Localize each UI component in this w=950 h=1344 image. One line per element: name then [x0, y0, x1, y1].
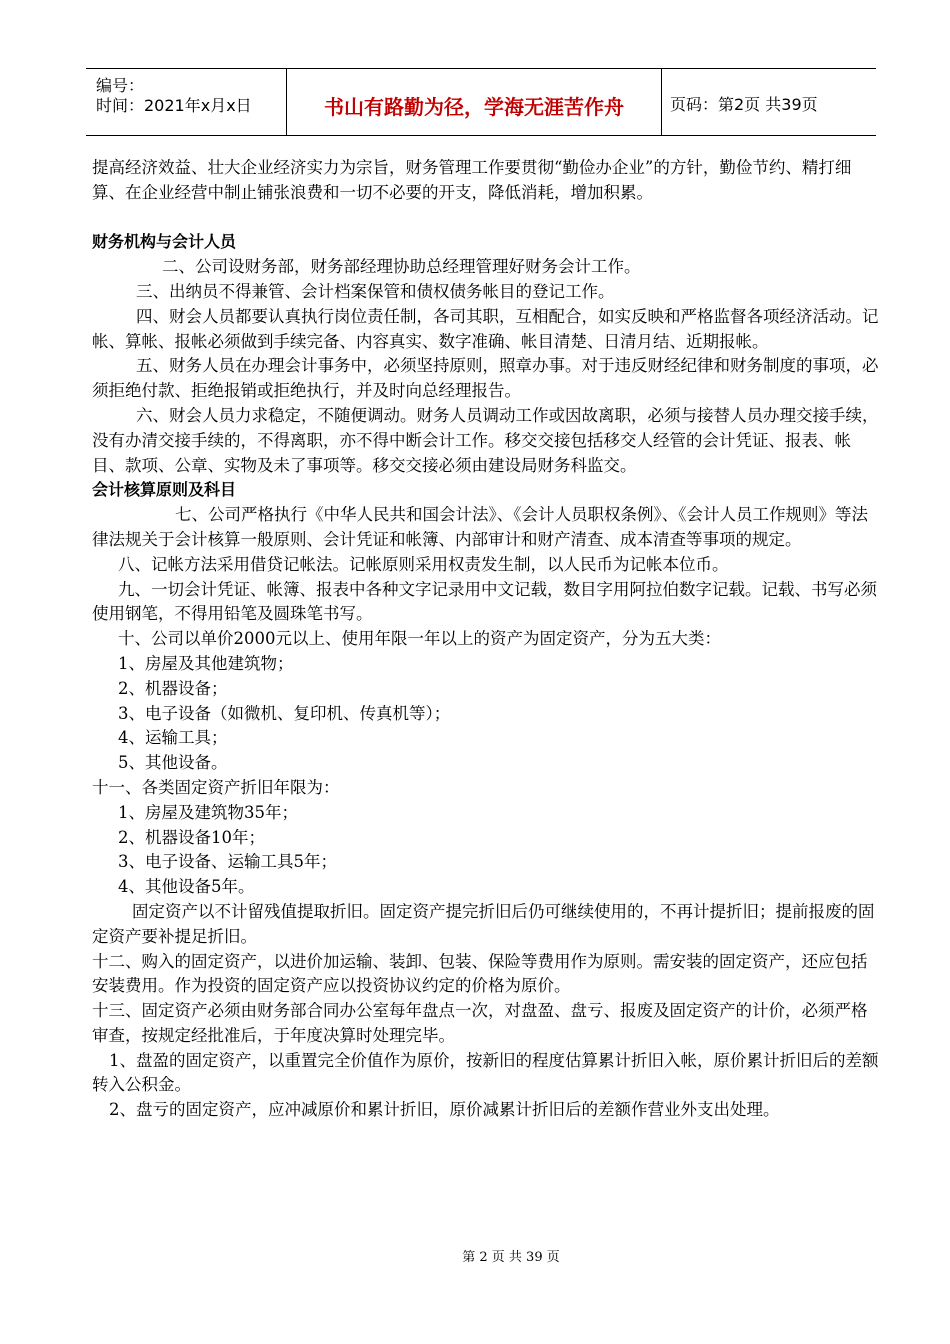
body-paragraph: 2、盘亏的固定资产，应冲减原价和累计折旧，原价减累计折旧后的差额作营业外支出处理。: [109, 1100, 780, 1120]
header-page-number: 页码：第2页 共39页: [670, 95, 818, 114]
body-paragraph: 七、公司严格执行《中华人民共和国会计法》、《会计人员职权条例》、《会计人员工作规则》等法律法规关于会计核算一般原则、会计凭证和帐簿、内部审计和财产清查、成本清查等事项的规定。: [92, 505, 868, 549]
body-paragraph: 十二、购入的固定资产，以进价加运输、装卸、包装、保险等费用作为原则。需安装的固定资产，还应包括安装费用。作为投资的固定资产应以投资协议约定的价格为原价。: [92, 951, 868, 996]
footer-page-number: 第 2 页 共 39 页: [462, 1250, 560, 1265]
header-motto: 书山有路勤为径，学海无涯苦作舟: [324, 95, 624, 119]
body-paragraph: 2、机器设备；: [118, 678, 228, 698]
body-paragraph: 1、房屋及其他建筑物；: [118, 653, 294, 673]
body-paragraph: 十一、各类固定资产折旧年限为：: [92, 777, 340, 797]
body-paragraph: 5、其他设备。: [118, 753, 228, 773]
body-paragraph: 二、公司设财务部，财务部经理协助总经理管理好财务会计工作。: [162, 257, 641, 277]
section-heading: 会计核算原则及科目: [92, 480, 237, 500]
body-paragraph: 十、公司以单价2000元以上、使用年限一年以上的资产为固定资产，分为五大类：: [118, 629, 721, 649]
body-paragraph: 2、机器设备10年；: [118, 827, 265, 847]
header-motto-cell: [286, 69, 662, 135]
body-paragraph: 4、运输工具；: [118, 728, 228, 748]
page-header: [86, 68, 876, 136]
body-paragraph: 三、出纳员不得兼管、会计档案保管和债权债务帐目的登记工作。: [136, 281, 615, 301]
body-paragraph: 八、记帐方法采用借贷记帐法。记帐原则采用权责发生制，以人民币为记帐本位币。: [118, 554, 729, 574]
body-paragraph: 4、其他设备5年。: [118, 877, 255, 897]
body-paragraph: 提高经济效益、壮大企业经济实力为宗旨，财务管理工作要贯彻“勤俭办企业”的方针，勤俭节约、精打细算、在企业经营中制止铺张浪费和一切不必要的开支，降低消耗，增加积累。: [92, 158, 852, 202]
header-info-cell: [86, 69, 286, 135]
page-footer: [0, 1246, 950, 1265]
body-paragraph: 1、盘盈的固定资产，以重置完全价值作为原价，按新旧的程度估算累计折旧入帐，原价累计折旧后的差额转入公积金。: [92, 1050, 879, 1095]
body-paragraph: 1、房屋及建筑物35年；: [118, 802, 298, 822]
body-paragraph: 固定资产以不计留残值提取折旧。固定资产提完折旧后仍可继续使用的，不再计提折旧；提前报废的固定资产要补提足折旧。: [92, 901, 875, 946]
body-paragraph: 四、财会人员都要认真执行岗位责任制，各司其职，互相配合，如实反映和严格监督各项经济活动。记帐、算帐、报帐必须做到手续完备、内容真实、数字准确、帐目清楚、日清月结、近期报帐。: [92, 306, 879, 351]
body-paragraph: 六、财会人员力求稳定，不随便调动。财务人员调动工作或因故离职，必须与接替人员办理交接手续，没有办清交接手续的，不得离职，亦不得中断会计工作。移交交接包括移交人经管的会计凭证、报表、帐目、款项、公章、实物及未了事项等。移交交接必须由建设局财务科监交。: [92, 405, 879, 475]
body-paragraph: 3、电子设备（如微机、复印机、传真机等）；: [118, 703, 451, 723]
document-body: [92, 156, 882, 1123]
document-number-label: 编号：: [96, 76, 145, 95]
body-paragraph: 五、财务人员在办理会计事务中，必须坚持原则，照章办事。对于违反财经纪律和财务制度的事项，必须拒绝付款、拒绝报销或拒绝执行，并及时向总经理报告。: [92, 356, 879, 401]
body-paragraph: 九、一切会计凭证、帐簿、报表中各种文字记录用中文记载，数目字用阿拉伯数字记载。记载、书写必须使用钢笔，不得用铅笔及圆珠笔书写。: [92, 579, 877, 624]
body-paragraph: 十三、固定资产必须由财务部合同办公室每年盘点一次，对盘盈、盘亏、报废及固定资产的计价，必须严格审查，按规定经批准后，于年度决算时处理完毕。: [92, 1001, 868, 1045]
document-date-label: 时间：2021年x月x日: [96, 96, 252, 115]
section-heading: 财务机构与会计人员: [92, 232, 237, 252]
body-paragraph: 3、电子设备、运输工具5年；: [118, 852, 337, 872]
body-paragraph: [92, 206, 882, 231]
header-page-cell: [660, 69, 876, 135]
